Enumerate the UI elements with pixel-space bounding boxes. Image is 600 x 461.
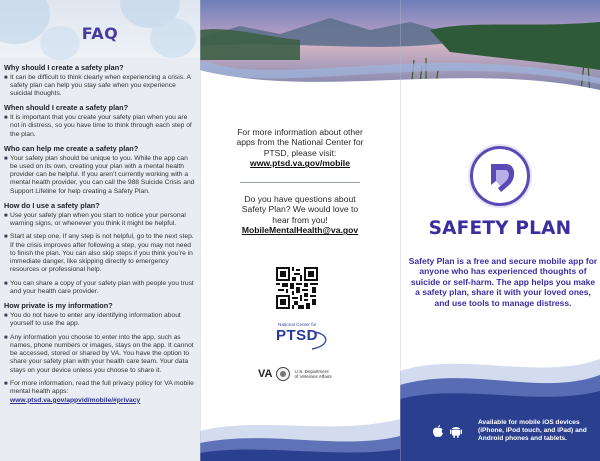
faq-answer: ■ It can be difficult to think clearly when experiencing a crisis. A safety plan can help you stay safe when you experience suicidal thoughts. xyxy=(4,73,191,98)
bullet-square-icon: ■ xyxy=(4,155,8,162)
bullet-square-icon: ■ xyxy=(4,334,8,341)
bullet-square-icon: ■ xyxy=(4,280,8,287)
ptsd-logo-wordmark: PTSD xyxy=(276,327,319,344)
bullet-square-icon: ■ xyxy=(4,115,8,122)
bullet-square-icon: ■ xyxy=(4,74,8,81)
faq-body xyxy=(4,58,196,405)
panel-fold-line xyxy=(200,0,201,461)
app-title: SAFETY PLAN xyxy=(428,218,572,239)
faq-answer: ■ Your safety plan should be unique to you. While the app can be used on its own, creating your plan with a mental health provider can be helpful. If you aren’t currently working with a mental health provider, you can call the 988 Suicide Crisis and Support Lifeline for help creating a Safety Plan. xyxy=(4,154,195,195)
android-icon xyxy=(450,424,462,438)
faq-answer: ■ You can share a copy of your safety plan with people you trust and your health care provider. xyxy=(4,279,194,296)
faq-question: When should I create a safety plan? xyxy=(4,103,129,113)
faq-question: Who can help me create a safety plan? xyxy=(4,143,139,153)
panel-fold-line xyxy=(400,0,401,461)
ptsd-logo-small-text: National Center for xyxy=(278,322,317,327)
questions-text: Do you have questions about Safety Plan? We would love to hear from you! xyxy=(241,194,359,225)
faq-answer: ■ Start at step one. If any step is not helpful, go to the next step. If the crisis improves after following a step, you may not need to finish the plan. You can also skip steps if you think you’re in immediate danger, like skipping directly to emergency resources or professional help. xyxy=(4,233,194,274)
platform-icons xyxy=(432,424,468,438)
qr-code-graphic xyxy=(276,267,318,309)
more-info-text: For more information about other apps from the National Center for PTSD, please visit: xyxy=(236,127,364,158)
faq-answer xyxy=(4,380,196,405)
faq-panel xyxy=(0,0,200,461)
decorative-wave xyxy=(200,381,400,461)
faq-question: How private is my information? xyxy=(4,301,113,311)
faq-answer: ■ Any information you choose to enter into the app, such as names, phone numbers or images, stays on the app. It cannot be accessed, stored or shared by VA. You have the option to share your safety plan with your health care team. Your data stays on your device unless you choose to share it. xyxy=(4,333,194,374)
bullet-square-icon: ■ xyxy=(4,312,8,319)
ptsd-swoosh-icon xyxy=(274,330,332,350)
decorative-wave xyxy=(400,341,600,461)
contact-email-link[interactable]: MobileMentalHealth@va.gov xyxy=(241,225,359,236)
qr-code[interactable] xyxy=(276,267,318,309)
faq-answer: ■ It is important that you create your safety plan when you are not in distress, so you have time to think through each step of the plan. xyxy=(4,114,192,138)
platform-availability-text: Available for mobile iOS devices (iPhone, iPod touch, and iPad) and Android phones and tablets. xyxy=(478,419,587,442)
bullet-square-icon: ■ xyxy=(4,212,8,219)
app-description: Safety Plan is a free and secure mobile app for anyone who has experienced thoughts of suicide or self-harm. The app helps you make a safety plan, share it with your loved ones, and use tools to manage distress. xyxy=(408,256,598,308)
bullet-square-icon: ■ xyxy=(4,380,8,387)
privacy-text: For more information, read the full privacy policy for VA mobile mental health apps: xyxy=(10,379,194,396)
va-seal-icon xyxy=(276,367,290,381)
faq-answer: ■ You do not have to enter any identifying information about yourself to use the app. xyxy=(4,311,181,328)
more-info-link[interactable]: www.ptsd.va.gov/mobile xyxy=(250,158,350,169)
apple-icon xyxy=(432,424,444,438)
section-divider xyxy=(240,182,360,183)
va-department-text: U.S. Department of Veterans Affairs xyxy=(294,368,332,379)
bullet-square-icon: ■ xyxy=(4,234,8,241)
cover-panel xyxy=(400,0,600,461)
faq-answer: ■ Use your safety plan when you start to notice your personal warning signs, or whenever you think it might be helpful. xyxy=(4,211,186,227)
shield-check-icon xyxy=(486,161,520,195)
faq-question: Why should I create a safety plan? xyxy=(4,63,124,72)
va-logo: VA xyxy=(258,368,273,380)
national-center-ptsd-logo xyxy=(272,322,332,348)
safety-plan-shield-icon xyxy=(470,146,530,206)
privacy-policy-link[interactable]: www.ptsd.va.gov/appvid/mobile/#privacy xyxy=(10,396,141,404)
questions-block xyxy=(200,194,400,236)
more-info-block xyxy=(200,127,400,169)
faq-title: FAQ xyxy=(81,24,119,43)
faq-question: How do I use a safety plan? xyxy=(4,201,100,211)
